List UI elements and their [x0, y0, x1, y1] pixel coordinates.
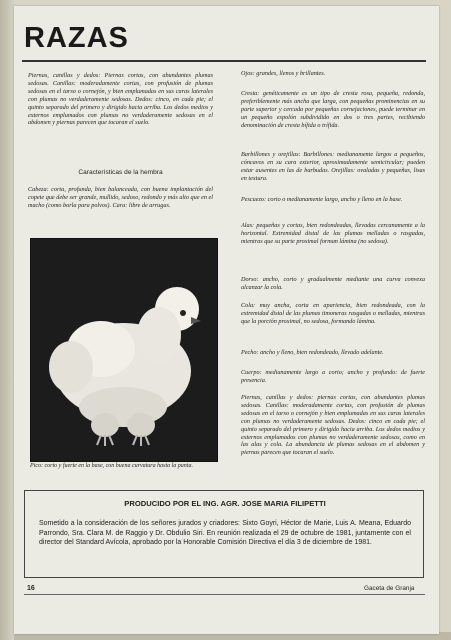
credits-box [24, 490, 424, 578]
title-rule [22, 60, 426, 62]
photo-caption: Pico: corto y fuerte en la base, con buena curvatura hasta la punta. [30, 463, 193, 469]
right-paragraph-back: Dorso: ancho, corto y gradualmente mediante una curva convexa alcanzar la cola. [241, 276, 425, 291]
credits-heading: PRODUCIDO POR EL ING. AGR. JOSE MARIA FILIPETTI [124, 499, 326, 508]
right-paragraph-comb: Cresta: genéticamente es un tipo de cresta rosa, pequeña, redonda, preferiblemente más ancha que larga, con pequeñas prominencias en su parte superior y cercada por pequeñas cornejaciones, puede terminar en un pequeño espolón subdividido en dos o tres partes, recibiendo denominación de cresta bífida o trífida. [241, 90, 425, 129]
hen-illustration [31, 239, 217, 461]
right-paragraph-wattles: Barbillones y orejillas: Barbillones: medianamente largos a pequeños, cóncavos en su cara exterior, aproximadamente semicircular; pueden estar ausentes en las de barbudas. Orejillas: ovaladas y pequeñas, lisas en textura. [241, 151, 425, 182]
page-binding [0, 0, 14, 640]
right-paragraph-legs: Piernas, canillas y dedos: piernas cortas, con abundantes plumas sedosas. Canillas: moderadamente cortas, con profusión de plumas sedosas en el tarso o cornejón y bien emplumadas en sus caras laterales con plumas no verdaderamente sedosas. Dedos: cinco en cada pie; el quinto separado del primero y dirigido hacia arriba. Los dedos medios y externos emplumados con plumas no verdaderamente sedosas, como en las alas y cola. La abundancia de plumas sedosas en el abdomen y piernas parecen que tocaran el suelo. [241, 394, 425, 457]
right-paragraph-wings: Alas: pequeñas y cortas, bien redondeadas, llevadas cercanamente a la horizontal. Extremidad distal de las plumas melladas o rasgadas, mientras que su parte proximal forman lámina (no sedosa). [241, 222, 425, 245]
silkie-hen-photo [30, 238, 218, 462]
right-paragraph-breast: Pecho: ancho y lleno, bien redondeado, llevado adelante. [241, 349, 384, 356]
publication-name: Gaceta de Granja [364, 585, 415, 592]
intro-paragraph: Piernas, canillas y dedos: Piernas cortas, con abundantes plumas sedosas. Canillas: moderadamente cortas, con profusión de plumas sedosas en el tarso o cornejón, y bien emplumadas en sus caras laterales con plumas no verdaderamente sedosas. Dedos: cinco, en cada pie; el quinto separado del primero y dirigido hacia arriba. Los dedos medios y externos emplumados con plumas no verdaderamente sedosas en el abdomen y piernas parecen que tocaran el suelo. [28, 72, 213, 127]
right-paragraph-neck: Pescuezo: corto o medianamente largo, ancho y lleno en la base. [241, 196, 403, 203]
right-paragraph-eyes: Ojos: grandes, llenos y brillantes. [241, 70, 326, 77]
female-paragraph: Cabeza: corta, profunda, bien balanceada, con buena implantación del copete que debe ser grande, mullido, sedoso, redondo y más alto que en el macho (como borla para polvos). Cara: libre de arrugas. [28, 186, 213, 209]
page-number: 16 [27, 585, 35, 592]
footer-rule [24, 594, 425, 595]
right-paragraph-body: Cuerpo: medianamente largo a corto; ancho y profundo: de fuerte presencia. [241, 369, 425, 384]
female-characteristics-heading: Características de la hembra [78, 169, 163, 176]
page-title: RAZAS [24, 22, 129, 54]
credits-text: Sometido a la consideración de los señores jurados y criadores: Sixto Goyri, Héctor de Marie, Luis A. Meana, Eduardo Parrondo, Sra. Clara M. de Raggio y Dr. Obdulio Siri. En reunión realizada el 29 de octubre de 1981, juntamente con el director del Standard Avícola, aprobado por la Honorable Comisión Directiva el día 3 de diciembre de 1981. [39, 520, 411, 547]
right-paragraph-tail: Cola: muy ancha, corta en apariencia, bien redondeada, con la extremidad distal de las plumas timoneras rasgadas o melladas, mientras que la porción proximal, no sedosa, formando lámina. [241, 302, 425, 325]
